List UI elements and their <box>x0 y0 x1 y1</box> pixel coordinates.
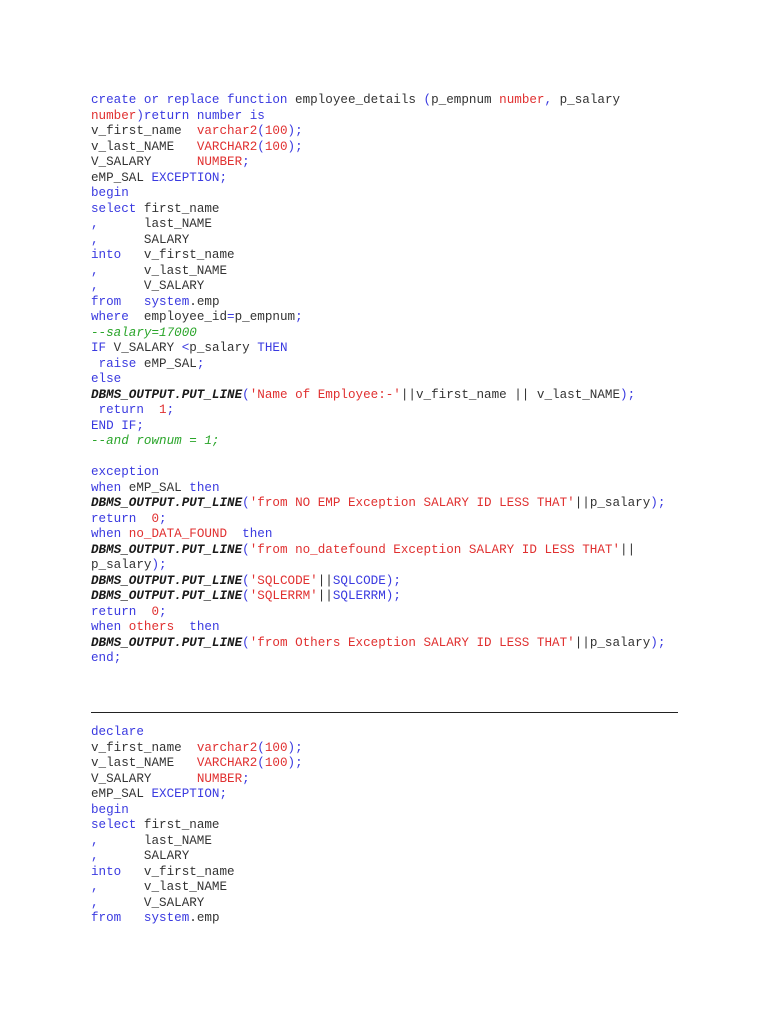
code-token: ; <box>295 310 303 324</box>
code-token: number <box>499 93 545 107</box>
code-token: into <box>91 248 122 262</box>
code-token: END IF <box>91 418 137 433</box>
code-token: first_name <box>136 201 220 216</box>
code-token: p_salary <box>91 558 152 572</box>
code-token: ( <box>242 589 250 603</box>
code-token: DBMS_OUTPUT.PUT_LINE <box>91 496 243 510</box>
code-line <box>91 419 665 435</box>
code-token: v_last_NAME <box>91 139 197 154</box>
code-line <box>91 589 665 605</box>
code-token: , <box>91 880 99 894</box>
code-line <box>91 865 303 881</box>
code-token: varchar2 <box>196 124 258 138</box>
code-token: v_first_name <box>121 248 235 262</box>
code-token: v_first_name <box>121 864 235 879</box>
code-token: ( <box>242 542 250 557</box>
code-line <box>91 741 303 757</box>
code-line <box>91 326 665 342</box>
code-line <box>91 496 665 512</box>
code-token: begin <box>91 802 129 817</box>
code-token: last_NAME <box>98 217 212 231</box>
code-line <box>91 217 665 233</box>
code-line <box>91 279 665 295</box>
code-token: 100 <box>264 756 288 770</box>
code-token: eMP_SAL <box>91 787 152 801</box>
code-token: return <box>91 511 137 526</box>
code-token: when <box>91 480 122 495</box>
code-token: 'from NO EMP Exception SALARY ID LESS THAT' <box>249 496 575 510</box>
code-token: ( <box>257 139 265 154</box>
code-line <box>91 372 665 388</box>
code-line <box>91 651 665 667</box>
code-token: system <box>143 294 190 309</box>
code-token: || <box>317 573 333 588</box>
code-line <box>91 896 303 912</box>
code-line <box>91 248 665 264</box>
code-line <box>91 756 303 772</box>
code-token: DBMS_OUTPUT.PUT_LINE <box>91 573 243 588</box>
code-token: where <box>91 310 129 324</box>
code-token: select <box>91 201 137 216</box>
code-token: return number is <box>143 108 265 123</box>
code-token: V_SALARY <box>91 771 197 786</box>
code-line <box>91 574 665 590</box>
code-line <box>91 725 303 741</box>
code-line <box>91 803 303 819</box>
code-token: 'Name of Employee:-' <box>249 387 401 402</box>
code-token: 100 <box>264 124 288 138</box>
code-token: system <box>143 911 190 925</box>
code-token: end <box>91 651 114 665</box>
code-token: p_salary <box>189 341 258 355</box>
code-token <box>91 403 99 417</box>
code-token: NUMBER <box>196 771 243 786</box>
code-token: p_empnum <box>234 310 296 324</box>
code-token: no_DATA_FOUND <box>128 527 228 541</box>
code-token: IF <box>91 341 107 355</box>
code-line <box>91 772 303 788</box>
code-token: ); <box>151 558 167 572</box>
code-token <box>121 527 129 541</box>
code-token: ( <box>242 635 250 650</box>
code-token: ( <box>257 740 265 755</box>
code-token: ( <box>242 387 250 402</box>
code-token: ); <box>385 589 401 603</box>
code-token: SQLCODE <box>332 573 386 588</box>
code-line <box>91 636 665 652</box>
code-token: ); <box>650 496 666 510</box>
code-token: ; <box>166 403 175 417</box>
code-token: v_first_name <box>91 124 197 138</box>
code-token: others <box>128 620 175 634</box>
code-line <box>91 911 303 927</box>
code-line <box>91 450 665 466</box>
code-token <box>174 620 189 634</box>
code-token: DBMS_OUTPUT.PUT_LINE <box>91 589 243 603</box>
code-token: then <box>189 620 220 634</box>
code-token: ( <box>242 573 250 588</box>
code-token: else <box>91 372 122 386</box>
code-token: declare <box>91 725 144 739</box>
code-token: 100 <box>264 139 288 154</box>
code-token: number <box>91 108 137 123</box>
code-token: .emp <box>189 911 220 925</box>
code-token: THEN <box>257 341 288 355</box>
code-token: ); <box>287 740 303 755</box>
code-token: return <box>98 403 144 417</box>
code-token: ; <box>136 418 144 433</box>
code-line <box>91 527 665 543</box>
code-token: , <box>91 232 99 247</box>
code-token: ; <box>113 651 122 665</box>
code-token: ( <box>257 756 265 770</box>
code-token: last_NAME <box>98 833 212 848</box>
code-line <box>91 834 303 850</box>
code-token: , <box>91 217 99 231</box>
code-token: ||p_salary <box>574 496 651 510</box>
code-token <box>121 295 144 309</box>
code-token: DBMS_OUTPUT.PUT_LINE <box>91 635 243 650</box>
code-token: v_last_NAME <box>91 756 197 770</box>
code-token: from <box>91 911 122 925</box>
code-line <box>91 124 665 140</box>
code-token: v_first_name <box>91 740 197 755</box>
code-token: p_empnum <box>431 93 500 107</box>
code-token: 'SQLERRM' <box>249 589 318 603</box>
code-token: 100 <box>264 740 288 755</box>
code-token: ); <box>287 139 303 154</box>
code-token: begin <box>91 186 129 200</box>
code-line <box>91 605 665 621</box>
code-token: 'from no_datefound Exception SALARY ID LESS THAT' <box>249 542 621 557</box>
code-token: ; <box>219 787 228 801</box>
code-line <box>91 512 665 528</box>
code-line <box>91 202 665 218</box>
code-token: eMP_SAL <box>136 356 197 371</box>
section-divider <box>91 712 678 713</box>
code-token: return <box>91 604 137 619</box>
code-token: ; <box>159 511 167 526</box>
code-token: ); <box>620 387 636 402</box>
code-token: select <box>91 818 137 832</box>
code-token: ); <box>385 573 401 588</box>
code-token <box>136 512 151 526</box>
code-line <box>91 310 665 326</box>
code-token: ); <box>287 124 303 138</box>
code-token: ||v_first_name || v_last_NAME <box>400 387 621 402</box>
code-token: create or replace function <box>91 93 288 107</box>
code-line <box>91 403 665 419</box>
code-token: v_last_NAME <box>98 263 228 278</box>
code-token: exception <box>91 465 160 479</box>
code-line <box>91 140 665 156</box>
code-token <box>121 620 129 634</box>
code-line <box>91 171 665 187</box>
code-line <box>91 357 665 373</box>
code-token: V_SALARY <box>98 895 205 910</box>
code-token: --and rownum = 1; <box>91 434 220 448</box>
code-token: when <box>91 527 122 541</box>
code-token: ) <box>136 108 144 123</box>
code-token: into <box>91 864 122 879</box>
code-token: p_salary <box>552 93 621 107</box>
code-token: , <box>91 263 99 278</box>
code-token <box>91 357 99 371</box>
code-token <box>136 605 151 619</box>
code-token: v_last_NAME <box>98 880 228 894</box>
code-line <box>91 434 665 450</box>
code-token: SALARY <box>98 232 190 247</box>
code-token: V_SALARY <box>98 279 205 293</box>
code-token: EXCEPTION <box>151 170 220 185</box>
code-token: varchar2 <box>196 740 258 755</box>
code-token <box>121 911 144 925</box>
code-line <box>91 93 665 109</box>
code-token: DBMS_OUTPUT.PUT_LINE <box>91 387 243 402</box>
code-token: || <box>620 542 636 557</box>
code-token: 0 <box>151 511 160 526</box>
code-token: employee_details <box>287 93 424 107</box>
code-line <box>91 295 665 311</box>
code-token: ; <box>242 155 250 169</box>
code-token <box>144 403 159 417</box>
code-token: ; <box>242 771 250 786</box>
code-token: first_name <box>136 818 220 832</box>
code-line <box>91 849 303 865</box>
code-token: 'from Others Exception SALARY ID LESS THAT' <box>249 635 575 650</box>
code-token: ); <box>650 635 666 650</box>
code-token: , <box>91 849 99 863</box>
code-token: ( <box>257 124 265 138</box>
code-line <box>91 155 665 171</box>
code-token: then <box>189 480 220 495</box>
code-token: = <box>227 310 235 324</box>
code-line <box>91 264 665 280</box>
code-token: ); <box>287 756 303 770</box>
code-token: when <box>91 620 122 634</box>
code-line <box>91 109 665 125</box>
code-token: , <box>544 93 553 107</box>
code-token: DBMS_OUTPUT.PUT_LINE <box>91 542 243 557</box>
code-token <box>227 527 242 541</box>
code-line <box>91 233 665 249</box>
code-line <box>91 558 665 574</box>
code-token: SQLERRM <box>332 589 386 603</box>
code-token: V_SALARY <box>91 155 197 169</box>
code-token: ; <box>196 356 205 371</box>
code-line <box>91 465 665 481</box>
code-token: ( <box>423 93 432 107</box>
code-token: NUMBER <box>196 155 243 169</box>
code-token: eMP_SAL <box>121 480 190 495</box>
code-token: SALARY <box>98 849 190 863</box>
code-token: 0 <box>151 604 160 619</box>
code-token: ( <box>242 496 250 510</box>
code-token: employee_id <box>128 310 228 324</box>
function-code-block <box>91 93 665 667</box>
code-line <box>91 880 303 896</box>
code-token: V_SALARY <box>106 341 182 355</box>
code-token: raise <box>98 356 137 371</box>
code-line <box>91 388 665 404</box>
code-line <box>91 341 665 357</box>
code-token: ; <box>219 170 228 185</box>
code-token: ; <box>159 604 167 619</box>
code-token: eMP_SAL <box>91 170 152 185</box>
code-token: then <box>242 527 273 541</box>
declare-code-block <box>91 725 303 927</box>
code-line <box>91 787 303 803</box>
code-line <box>91 543 665 559</box>
code-token: .emp <box>189 294 220 309</box>
code-line <box>91 620 665 636</box>
code-line <box>91 481 665 497</box>
code-token: || <box>317 589 333 603</box>
code-token: VARCHAR2 <box>196 139 258 154</box>
code-token: , <box>91 833 99 848</box>
code-token: , <box>91 279 99 293</box>
code-token: VARCHAR2 <box>196 756 258 770</box>
code-token: ||p_salary <box>574 635 651 650</box>
code-line <box>91 186 665 202</box>
code-token: EXCEPTION <box>151 787 220 801</box>
code-token: --salary=17000 <box>91 325 197 340</box>
code-token: , <box>91 895 99 910</box>
code-line <box>91 818 303 834</box>
code-token: < <box>181 341 190 355</box>
code-token: 'SQLCODE' <box>249 573 318 588</box>
code-token: 1 <box>159 403 167 417</box>
code-token: from <box>91 294 122 309</box>
